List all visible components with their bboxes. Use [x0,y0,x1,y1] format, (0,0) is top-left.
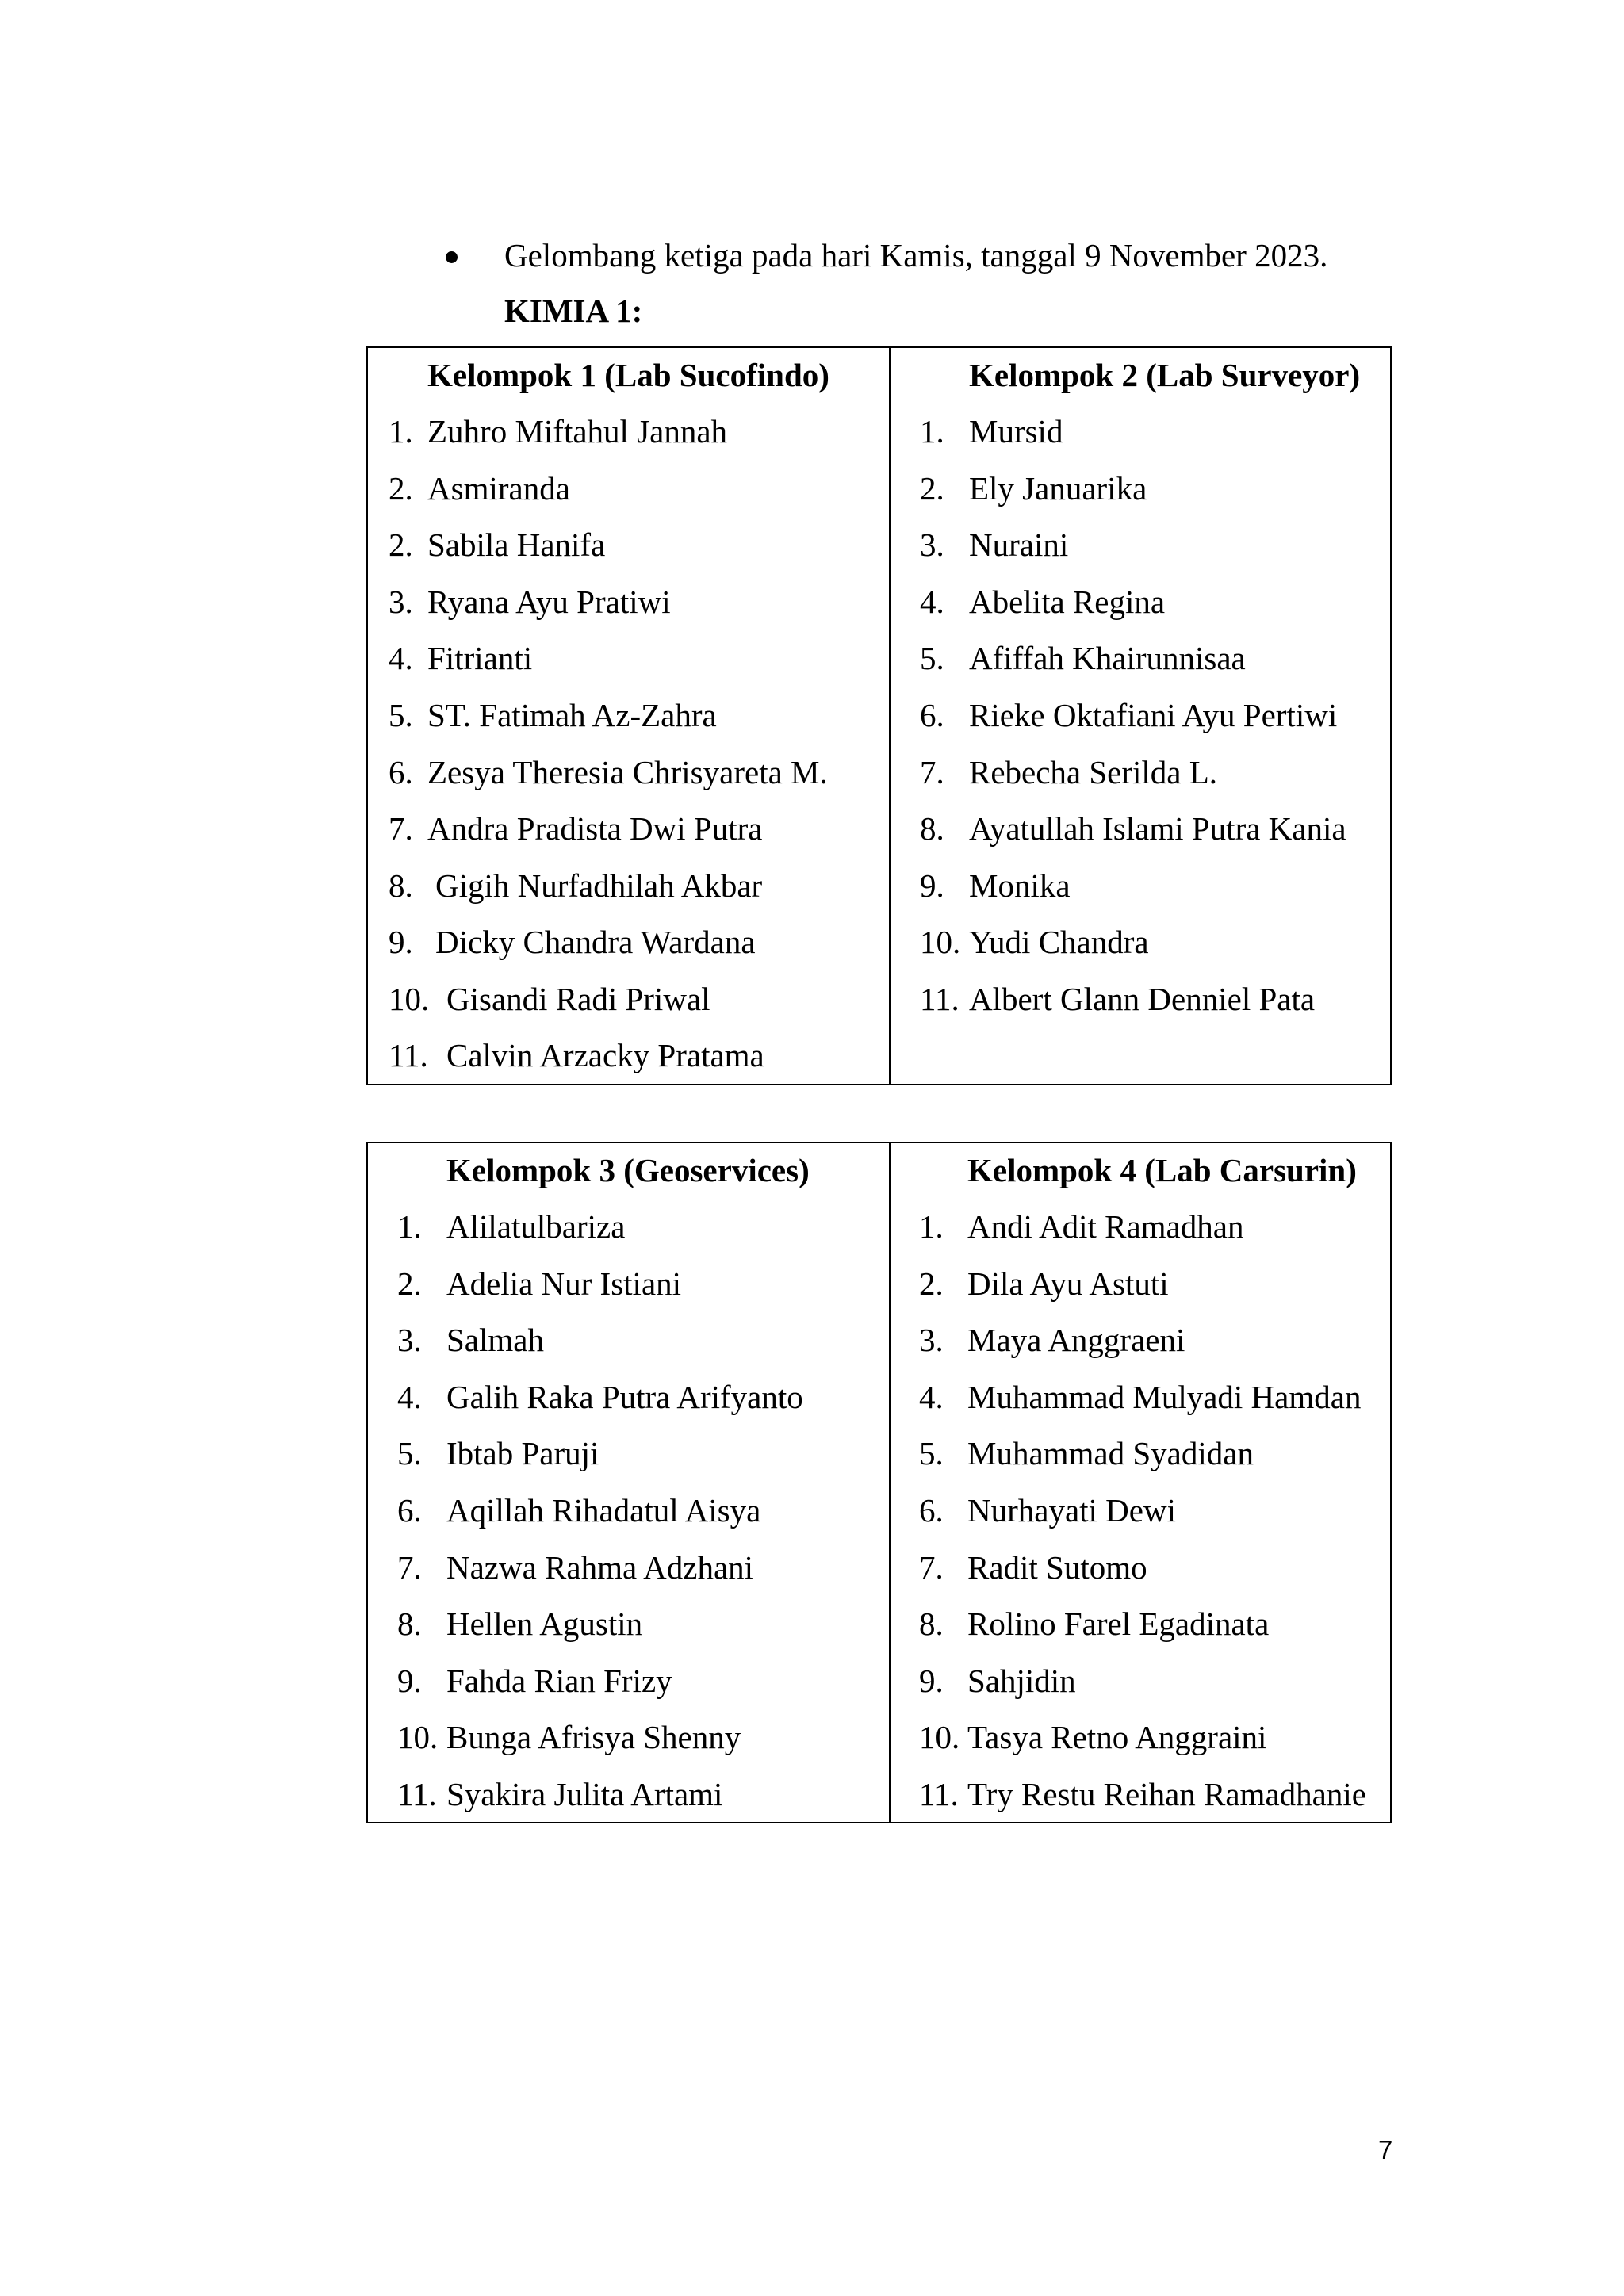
item-name: Galih Raka Putra Arifyanto [446,1379,803,1415]
group-column-kelompok-4 [891,1143,1390,1822]
item-number: 5. [397,1435,422,1471]
item-name: Bunga Afrisya Shenny [446,1719,741,1755]
item-number: 6. [918,1492,944,1529]
item-name: Ryana Ayu Pratiwi [427,584,671,620]
item-name: Gigih Nurfadhilah Akbar [435,867,763,904]
item-number: 6. [397,1492,422,1529]
item-name: Aqillah Rihadatul Aisya [446,1492,761,1529]
item-number: 2. [919,470,944,507]
item-number: 2. [918,1265,944,1302]
item-number: 10. [397,1719,439,1755]
item-name: Albert Glann Denniel Pata [968,981,1316,1017]
item-name: ST. Fatimah Az-Zahra [427,697,717,733]
item-number: 8. [918,1605,944,1642]
item-number: 7. [397,1549,422,1586]
item-number: 11. [919,981,959,1017]
item-name: Abelita Regina [968,584,1166,620]
item-number: 2. [397,1265,422,1302]
item-name: Ibtab Paruji [446,1435,599,1471]
item-number: 4. [397,1379,422,1415]
item-name: Muhammad Syadidan [967,1435,1254,1471]
item-number: 9. [397,1663,422,1699]
item-name: Hellen Agustin [446,1605,643,1642]
group-column-kelompok-3 [368,1143,891,1822]
item-number: 5. [389,697,413,733]
item-name: Sahjidin [967,1663,1076,1699]
group-title: Kelompok 4 (Lab Carsurin) [967,1152,1357,1188]
item-number: 5. [918,1435,944,1471]
item-number: 4. [389,640,413,676]
item-name: Tasya Retno Anggraini [967,1719,1267,1755]
group-table-1 [366,346,1392,1085]
item-number: 5. [919,640,944,676]
item-name: Syakira Julita Artami [446,1776,723,1812]
item-name: Adelia Nur Istiani [446,1265,682,1302]
item-number: 3. [397,1322,422,1358]
item-number: 4. [919,584,944,620]
item-number: 11. [397,1776,437,1812]
item-number: 3. [389,584,413,620]
item-number: 8. [397,1605,422,1642]
item-name: Fahda Rian Frizy [446,1663,672,1699]
item-number: 6. [389,754,413,790]
item-number: 11. [918,1776,959,1812]
group-title: Kelompok 2 (Lab Surveyor) [968,357,1361,393]
bullet-dot-icon [446,251,458,263]
item-name: Rolino Farel Egadinata [967,1605,1270,1642]
item-name: Nuraini [968,526,1069,563]
group-column-kelompok-1 [368,348,891,1084]
item-name: Dicky Chandra Wardana [435,924,756,960]
item-number: 7. [919,754,944,790]
item-name: Yudi Chandra [968,924,1149,960]
item-name: Maya Anggraeni [967,1322,1185,1358]
item-number: 3. [919,526,944,563]
item-name: Calvin Arzacky Pratama [446,1037,764,1073]
item-number: 11. [389,1037,428,1073]
section-title: KIMIA 1: [504,293,643,329]
item-name: Ely Januarika [968,470,1147,507]
item-name: Zesya Theresia Chrisyareta M. [427,754,828,790]
item-number: 9. [919,867,944,904]
item-number: 9. [389,924,413,960]
item-number: 10. [389,981,430,1017]
item-number: 2. [389,470,413,507]
item-number: 3. [918,1322,944,1358]
group-column-kelompok-2 [891,348,1390,1084]
item-name: Radit Sutomo [967,1549,1147,1586]
item-name: Rieke Oktafiani Ayu Pertiwi [968,697,1338,733]
item-number: 7. [389,810,413,847]
item-name: Monika [968,867,1071,904]
item-number: 1. [389,413,413,450]
item-name: Dila Ayu Astuti [967,1265,1169,1302]
bullet-text: Gelombang ketiga pada hari Kamis, tanggal 9 November 2023. [504,237,1328,274]
group-title: Kelompok 1 (Lab Sucofindo) [427,357,829,393]
item-name: Afiffah Khairunnisaa [968,640,1246,676]
item-name: Fitrianti [427,640,533,676]
item-number: 4. [918,1379,944,1415]
item-name: Salmah [446,1322,544,1358]
item-number: 10. [919,924,961,960]
item-number: 1. [918,1208,944,1245]
item-number: 1. [919,413,944,450]
item-number: 7. [918,1549,944,1586]
item-name: Asmiranda [427,470,570,507]
page-number: 7 [1378,2135,1393,2164]
item-name: Ayatullah Islami Putra Kania [968,810,1346,847]
item-name: Nazwa Rahma Adzhani [446,1549,754,1586]
item-name: Gisandi Radi Priwal [446,981,710,1017]
item-name: Rebecha Serilda L. [968,754,1218,790]
item-number: 6. [919,697,944,733]
item-name: Andra Pradista Dwi Putra [427,810,763,847]
group-table-2 [366,1142,1392,1823]
item-number: 8. [919,810,944,847]
item-name: Mursid [968,413,1063,450]
item-number: 9. [918,1663,944,1699]
item-number: 2. [389,526,413,563]
item-name: Nurhayati Dewi [967,1492,1176,1529]
group-title: Kelompok 3 (Geoservices) [446,1152,810,1188]
item-number: 10. [918,1719,960,1755]
item-number: 8. [389,867,413,904]
item-name: Muhammad Mulyadi Hamdan [967,1379,1362,1415]
item-name: Sabila Hanifa [427,526,606,563]
item-number: 1. [397,1208,422,1245]
item-name: Andi Adit Ramadhan [967,1208,1244,1245]
item-name: Try Restu Reihan Ramadhanie [967,1776,1366,1812]
item-name: Alilatulbariza [446,1208,626,1245]
item-name: Zuhro Miftahul Jannah [427,413,728,450]
